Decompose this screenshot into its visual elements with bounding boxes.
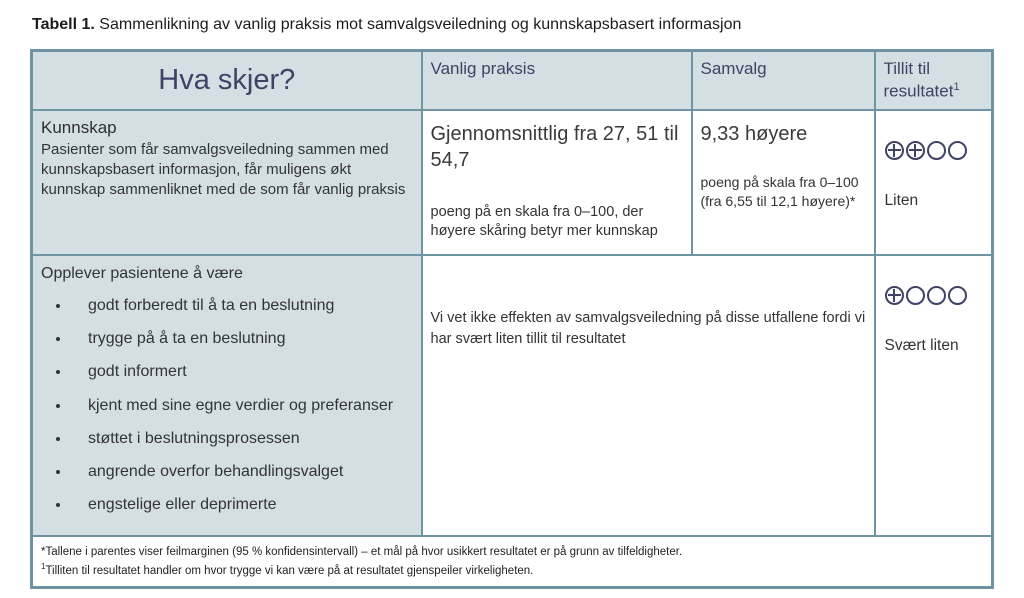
table-caption bbox=[32, 16, 741, 34]
header-row bbox=[32, 51, 993, 110]
grade-empty-circle-icon bbox=[906, 286, 925, 305]
bullet-item: • godt informert bbox=[71, 362, 413, 383]
grade-label-row1: Liten bbox=[884, 191, 919, 209]
bullet-item: • støttet i beslutningsprosessen bbox=[71, 429, 413, 450]
samvalg-scale-note: poeng på skala fra 0–100 (fra 6,55 til 12,1 høyere)* bbox=[700, 173, 859, 209]
effekt-unknown-text: Vi vet ikke effekten av samvalgsveiledning på disse utfallene fordi vi har svært liten tillit til resultatet bbox=[430, 309, 866, 347]
header-hva-skjer: Hva skjer? bbox=[32, 51, 422, 110]
comparison-table bbox=[30, 49, 994, 589]
vanlig-praksis-scale-note: poeng på en skala fra 0–100, der høyere skåring betyr mer kunnskap bbox=[430, 203, 658, 240]
grade-plus-circle-icon bbox=[906, 141, 925, 160]
grade-empty-circle-icon bbox=[948, 141, 967, 160]
cell-kunnskap-samvalg bbox=[692, 110, 875, 255]
grade-empty-circle-icon bbox=[927, 286, 946, 305]
grade-plus-circle-icon bbox=[885, 141, 904, 160]
grade-rating-row2 bbox=[885, 286, 984, 305]
cell-kunnskap-vanlig-praksis bbox=[422, 110, 692, 255]
bullet-item: • kjent med sine egne verdier og preferanser bbox=[71, 396, 413, 417]
header-vanlig-praksis: Vanlig praksis bbox=[422, 51, 692, 110]
bullet-item: • engstelige eller deprimerte bbox=[71, 495, 413, 516]
grade-empty-circle-icon bbox=[948, 286, 967, 305]
footnote-confidence-interval bbox=[41, 542, 983, 562]
cell-opplevelser-what bbox=[32, 255, 422, 536]
grade-plus-circle-icon bbox=[885, 286, 904, 305]
row-kunnskap bbox=[32, 110, 993, 255]
kunnskap-title: Kunnskap bbox=[41, 117, 117, 137]
kunnskap-description: Pasienter som får samvalgsveiledning sammen med kunnskapsbasert informasjon, får muligens økt kunnskap sammenliknet med de som får vanlig praksis bbox=[41, 141, 406, 199]
cell-kunnskap-what bbox=[32, 110, 422, 255]
cell-kunnskap-tillit bbox=[875, 110, 993, 255]
footnote-1-text: *Tallene i parentes viser feilmarginen (95 % konfidensintervall) – et mål på hvor usikkert resultatet er på grunn av tilfeldigheter. bbox=[41, 545, 683, 558]
bullet-item: • trygge på å ta en beslutning bbox=[71, 329, 413, 350]
cell-opplevelser-tillit bbox=[875, 255, 993, 536]
bullet-item: • angrende overfor behandlingsvalget bbox=[71, 462, 413, 483]
bullet-item: • godt forberedt til å ta en beslutning bbox=[71, 296, 413, 317]
row-opplevelser bbox=[32, 255, 993, 536]
header-tillit bbox=[875, 51, 993, 110]
footnote-2-superscript: 1 bbox=[41, 562, 46, 572]
opplevelser-bullet-list bbox=[41, 296, 413, 517]
footnote-tillit-definition bbox=[41, 561, 983, 581]
cell-opplevelser-effekt bbox=[422, 255, 875, 536]
grade-empty-circle-icon bbox=[927, 141, 946, 160]
header-tillit-superscript: 1 bbox=[953, 81, 960, 94]
grade-label-row2: Svært liten bbox=[884, 336, 959, 354]
cell-footnotes bbox=[32, 536, 993, 588]
table-caption-text: Sammenlikning av vanlig praksis mot samvalgsveiledning og kunnskapsbasert informasjon bbox=[94, 16, 742, 33]
header-samvalg: Samvalg bbox=[692, 51, 875, 110]
header-tillit-label: Tillit til resultatet bbox=[883, 59, 954, 101]
grade-rating-row1 bbox=[885, 141, 984, 160]
footnote-2-text: Tilliten til resultatet handler om hvor trygge vi kan være på at resultatet gjenspeiler virkeligheten. bbox=[45, 565, 534, 578]
table-caption-number: Tabell 1. bbox=[32, 16, 95, 33]
vanlig-praksis-value: Gjennomsnittlig fra 27, 51 til 54,7 bbox=[430, 122, 679, 171]
opplevelser-title: Opplever pasientene å være bbox=[41, 264, 243, 282]
samvalg-value: 9,33 høyere bbox=[700, 122, 808, 145]
footnotes-row bbox=[32, 536, 993, 588]
